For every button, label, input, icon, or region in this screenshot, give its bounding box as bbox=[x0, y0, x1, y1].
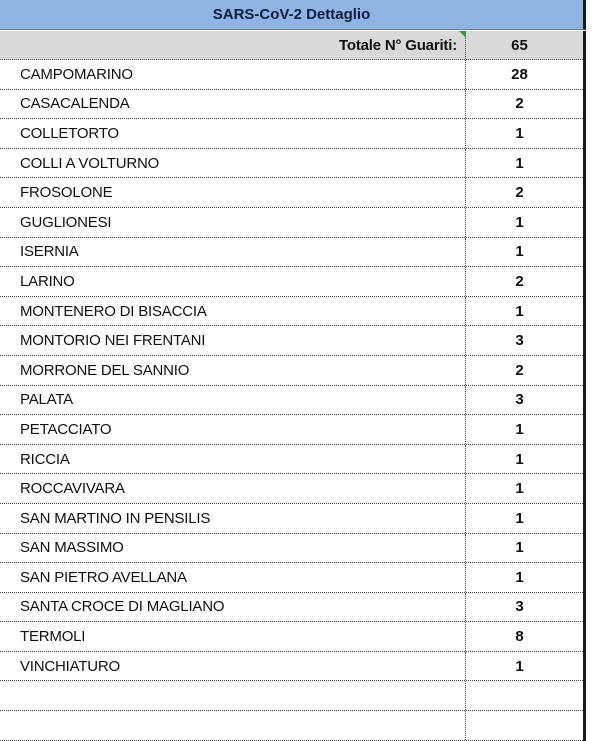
table-row[interactable] bbox=[0, 149, 583, 179]
comune-name-cell[interactable]: COLLI A VOLTURNO bbox=[0, 149, 466, 178]
comune-name-cell[interactable]: RICCIA bbox=[0, 445, 466, 474]
comune-name-cell[interactable]: CAMPOMARINO bbox=[0, 60, 466, 89]
comune-name-cell[interactable]: SAN MARTINO IN PENSILIS bbox=[0, 504, 466, 533]
comune-name-cell[interactable]: SANTA CROCE DI MAGLIANO bbox=[0, 593, 466, 622]
guariti-count-cell[interactable]: 1 bbox=[515, 509, 524, 527]
comune-name-cell[interactable]: FROSOLONE bbox=[0, 178, 466, 207]
empty-name-cell[interactable] bbox=[0, 711, 466, 740]
guariti-count-cell[interactable]: 1 bbox=[515, 420, 524, 438]
guariti-count-cell[interactable]: 2 bbox=[515, 184, 524, 202]
table-row[interactable] bbox=[0, 326, 583, 356]
table-row[interactable] bbox=[0, 267, 583, 297]
table-row[interactable] bbox=[0, 504, 583, 534]
table-row[interactable] bbox=[0, 238, 583, 268]
guariti-count-cell[interactable]: 2 bbox=[515, 361, 524, 379]
guariti-count-cell[interactable]: 3 bbox=[515, 598, 524, 616]
guariti-count-cell[interactable]: 1 bbox=[515, 154, 524, 172]
table-row[interactable] bbox=[0, 297, 583, 327]
table-row[interactable] bbox=[0, 445, 583, 475]
guariti-count-cell[interactable]: 1 bbox=[515, 657, 524, 675]
table-row[interactable] bbox=[0, 563, 583, 593]
empty-row[interactable] bbox=[0, 681, 583, 711]
cell-comment-indicator-icon bbox=[459, 31, 466, 38]
guariti-count-cell[interactable]: 1 bbox=[515, 480, 524, 498]
guariti-count-cell[interactable]: 1 bbox=[515, 568, 524, 586]
empty-row[interactable] bbox=[0, 711, 583, 741]
comune-name-cell[interactable]: PETACCIATO bbox=[0, 415, 466, 444]
guariti-count-cell[interactable]: 1 bbox=[515, 539, 524, 557]
empty-value-cell[interactable] bbox=[466, 711, 583, 740]
guariti-count-cell[interactable]: 8 bbox=[515, 628, 524, 646]
comune-name-cell[interactable]: ISERNIA bbox=[0, 238, 466, 267]
table-row[interactable] bbox=[0, 119, 583, 149]
total-value-cell[interactable]: 65 bbox=[511, 36, 528, 54]
comune-name-cell[interactable]: LARINO bbox=[0, 267, 466, 296]
table-row[interactable] bbox=[0, 474, 583, 504]
table-row[interactable] bbox=[0, 386, 583, 416]
comune-name-cell[interactable]: ROCCAVIVARA bbox=[0, 474, 466, 503]
guariti-count-cell[interactable]: 1 bbox=[515, 302, 524, 320]
guariti-count-cell[interactable]: 1 bbox=[515, 213, 524, 231]
comune-name-cell[interactable]: COLLETORTO bbox=[0, 119, 466, 148]
comune-name-cell[interactable]: TERMOLI bbox=[0, 622, 466, 651]
rows-container bbox=[0, 60, 583, 681]
comune-name-cell[interactable]: MONTENERO DI BISACCIA bbox=[0, 297, 466, 326]
total-label-cell[interactable] bbox=[0, 31, 466, 59]
comune-name-cell[interactable]: VINCHIATURO bbox=[0, 652, 466, 681]
table-row[interactable] bbox=[0, 356, 583, 386]
guariti-count-cell[interactable]: 3 bbox=[515, 391, 524, 409]
comune-name-cell[interactable]: CASACALENDA bbox=[0, 90, 466, 119]
total-label: Totale N° Guariti: bbox=[339, 36, 457, 54]
comune-name-cell[interactable]: GUGLIONESI bbox=[0, 208, 466, 237]
comune-name-cell[interactable]: SAN MASSIMO bbox=[0, 534, 466, 563]
guariti-count-cell[interactable]: 1 bbox=[515, 450, 524, 468]
comune-name-cell[interactable]: SAN PIETRO AVELLANA bbox=[0, 563, 466, 592]
empty-value-cell[interactable] bbox=[466, 681, 583, 710]
guariti-count-cell[interactable]: 2 bbox=[515, 272, 524, 290]
comune-name-cell[interactable]: MORRONE DEL SANNIO bbox=[0, 356, 466, 385]
table-row[interactable] bbox=[0, 652, 583, 682]
empty-name-cell[interactable] bbox=[0, 681, 466, 710]
guariti-count-cell[interactable]: 1 bbox=[515, 124, 524, 142]
guariti-count-cell[interactable]: 2 bbox=[515, 95, 524, 113]
total-row[interactable] bbox=[0, 31, 583, 60]
table-row[interactable] bbox=[0, 60, 583, 90]
table-row[interactable] bbox=[0, 622, 583, 652]
guariti-count-cell[interactable]: 28 bbox=[511, 65, 528, 83]
sheet-title[interactable]: SARS-CoV-2 Dettaglio bbox=[0, 0, 586, 30]
table-row[interactable] bbox=[0, 208, 583, 238]
table-row[interactable] bbox=[0, 90, 583, 120]
table-row[interactable] bbox=[0, 178, 583, 208]
data-grid bbox=[0, 31, 586, 741]
guariti-count-cell[interactable]: 3 bbox=[515, 332, 524, 350]
table-row[interactable] bbox=[0, 415, 583, 445]
table-row[interactable] bbox=[0, 593, 583, 623]
comune-name-cell[interactable]: MONTORIO NEI FRENTANI bbox=[0, 326, 466, 355]
comune-name-cell[interactable]: PALATA bbox=[0, 386, 466, 415]
table-row[interactable] bbox=[0, 534, 583, 564]
guariti-count-cell[interactable]: 1 bbox=[515, 243, 524, 261]
